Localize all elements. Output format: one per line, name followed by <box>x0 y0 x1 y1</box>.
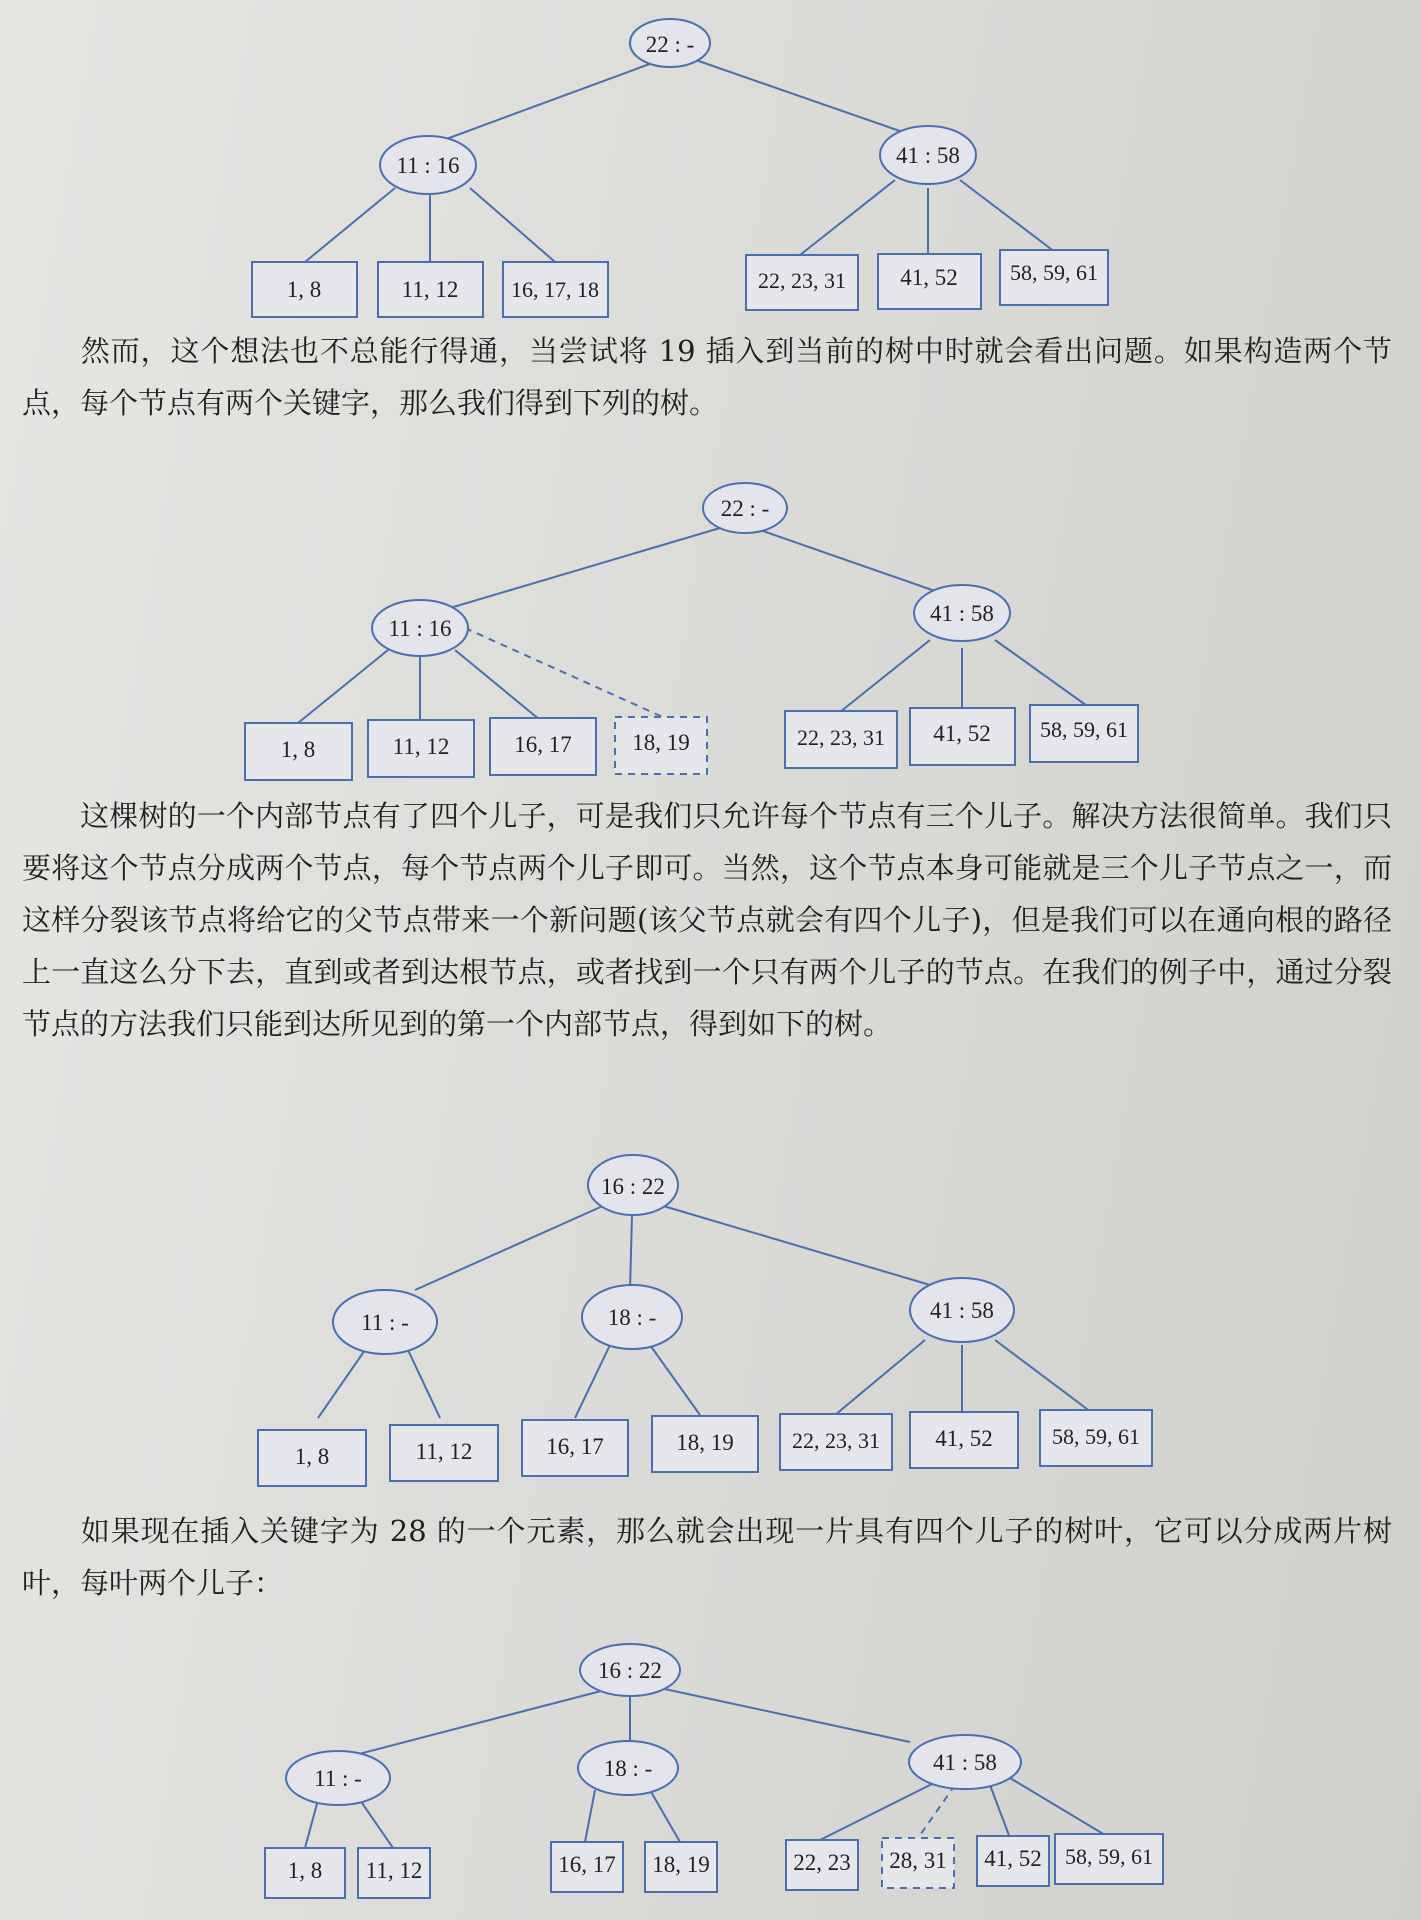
svg-text:11, 12: 11, 12 <box>401 277 459 302</box>
svg-text:41, 52: 41, 52 <box>935 1426 993 1451</box>
svg-text:18, 19: 18, 19 <box>632 730 690 755</box>
paragraph-3-text: 如果现在插入关键字为 28 的一个元素，那么就会出现一片具有四个儿子的树叶，它可以分成两片树叶，每叶两个儿子： <box>22 1514 1392 1600</box>
svg-text:28, 31: 28, 31 <box>889 1848 947 1873</box>
tree-leaf <box>652 1416 758 1472</box>
svg-text:11 : -: 11 : - <box>314 1766 362 1791</box>
svg-text:11 : 16: 11 : 16 <box>388 616 452 641</box>
svg-text:22, 23, 31: 22, 23, 31 <box>797 725 885 750</box>
tree-leaf <box>503 262 608 317</box>
paragraph-1-text: 然而，这个想法也不总能行得通，当尝试将 19 插入到当前的树中时就会看出问题。如果构造两个节点，每个节点有两个关键字，那么我们得到下列的树。 <box>22 334 1392 420</box>
svg-text:58, 59, 61: 58, 59, 61 <box>1052 1424 1140 1449</box>
tree-leaf <box>1040 1410 1152 1466</box>
tree-node-root <box>703 483 787 533</box>
svg-text:11 : 16: 11 : 16 <box>396 153 460 178</box>
svg-text:18, 19: 18, 19 <box>652 1852 710 1877</box>
svg-text:41, 52: 41, 52 <box>933 721 991 746</box>
tree-node-internal <box>910 1278 1014 1342</box>
tree-leaf <box>245 723 352 780</box>
svg-text:22, 23, 31: 22, 23, 31 <box>758 268 846 293</box>
tree-node-internal <box>880 126 976 184</box>
tree-node-root <box>580 1644 680 1696</box>
tree-node-root <box>588 1155 678 1215</box>
paragraph-1 <box>22 325 1392 429</box>
svg-text:22 : -: 22 : - <box>720 496 770 521</box>
svg-text:41 : 58: 41 : 58 <box>896 143 960 168</box>
svg-text:41 : 58: 41 : 58 <box>933 1750 997 1775</box>
svg-text:16, 17: 16, 17 <box>546 1434 604 1459</box>
tree-leaf <box>258 1430 366 1486</box>
svg-text:11, 12: 11, 12 <box>365 1858 423 1883</box>
tree-leaf-new <box>615 717 707 774</box>
tree-node-internal <box>582 1285 682 1349</box>
paragraph-3 <box>22 1505 1392 1609</box>
svg-text:16, 17: 16, 17 <box>514 732 572 757</box>
tree-node-internal <box>372 600 468 656</box>
tree-diagram-3 <box>0 1150 1421 1495</box>
svg-text:11 : -: 11 : - <box>361 1310 409 1335</box>
tree-leaf <box>645 1842 717 1892</box>
tree-leaf <box>252 262 357 317</box>
paragraph-2 <box>22 790 1392 1050</box>
tree-diagram-4 <box>0 1640 1421 1920</box>
svg-text:18 : -: 18 : - <box>603 1756 653 1781</box>
tree-leaf <box>378 262 483 317</box>
svg-text:16, 17, 18: 16, 17, 18 <box>511 277 599 302</box>
tree-node-internal <box>286 1751 390 1805</box>
tree-leaf <box>1055 1834 1163 1884</box>
tree-leaf <box>785 711 897 768</box>
tree-node-internal <box>380 136 476 194</box>
tree-leaf <box>490 718 596 775</box>
tree-node-root <box>630 19 710 67</box>
svg-text:22, 23: 22, 23 <box>793 1850 851 1875</box>
svg-text:18 : -: 18 : - <box>607 1305 657 1330</box>
tree-node-internal <box>914 585 1010 641</box>
svg-text:1, 8: 1, 8 <box>294 1444 330 1469</box>
svg-text:18, 19: 18, 19 <box>676 1430 734 1455</box>
tree-leaf-new <box>882 1838 954 1888</box>
tree-node-internal <box>333 1290 437 1354</box>
tree-leaf <box>1030 705 1138 762</box>
tree-leaf <box>786 1840 858 1890</box>
tree-leaf <box>977 1836 1049 1886</box>
tree-leaf <box>1000 250 1108 305</box>
svg-text:22 : -: 22 : - <box>645 32 695 57</box>
tree-leaf <box>522 1420 628 1476</box>
tree-leaf <box>390 1425 498 1481</box>
svg-text:58, 59, 61: 58, 59, 61 <box>1065 1844 1153 1869</box>
tree-leaf <box>358 1848 430 1898</box>
paragraph-2-text: 这棵树的一个内部节点有了四个儿子，可是我们只允许每个节点有三个儿子。解决方法很简单。我们只要将这个节点分成两个节点，每个节点两个儿子即可。当然，这个节点本身可能就是三个儿子节点之一，而这样分裂该节点将给它的父节点带来一个新问题(该父节点就会有四个儿子)，但是我们可以在通向根的路径上一直这么分下去，直到或者到达根节点，或者找到一个只有两个儿子的节点。在我们的例子中，通过分裂节点的方法我们只能到达所见到的第一个内部节点，得到如下的树。 <box>22 799 1392 1041</box>
tree-leaf <box>878 254 981 309</box>
tree-leaf <box>910 708 1015 765</box>
svg-text:41 : 58: 41 : 58 <box>930 601 994 626</box>
svg-text:41 : 58: 41 : 58 <box>930 1298 994 1323</box>
svg-text:58, 59, 61: 58, 59, 61 <box>1040 717 1128 742</box>
svg-text:11, 12: 11, 12 <box>415 1439 473 1464</box>
svg-text:16 : 22: 16 : 22 <box>598 1658 662 1683</box>
svg-text:16 : 22: 16 : 22 <box>601 1174 665 1199</box>
svg-text:1, 8: 1, 8 <box>287 1858 323 1883</box>
svg-text:1, 8: 1, 8 <box>286 277 322 302</box>
svg-text:22, 23, 31: 22, 23, 31 <box>792 1428 880 1453</box>
svg-text:1, 8: 1, 8 <box>280 737 316 762</box>
tree-leaf <box>910 1412 1018 1468</box>
tree-node-internal <box>578 1741 678 1795</box>
tree-diagram-2 <box>0 470 1421 790</box>
svg-text:16, 17: 16, 17 <box>558 1852 616 1877</box>
svg-text:41, 52: 41, 52 <box>984 1846 1042 1871</box>
tree-leaf <box>746 255 858 310</box>
tree-leaf <box>780 1414 892 1470</box>
tree-node-internal <box>909 1735 1021 1789</box>
tree-diagram-1 <box>0 0 1421 330</box>
svg-text:41, 52: 41, 52 <box>900 265 958 290</box>
svg-text:58, 59, 61: 58, 59, 61 <box>1010 260 1098 285</box>
svg-text:11, 12: 11, 12 <box>392 734 450 759</box>
tree-leaf <box>265 1848 345 1898</box>
tree-leaf <box>551 1842 623 1892</box>
tree-leaf <box>368 720 474 777</box>
